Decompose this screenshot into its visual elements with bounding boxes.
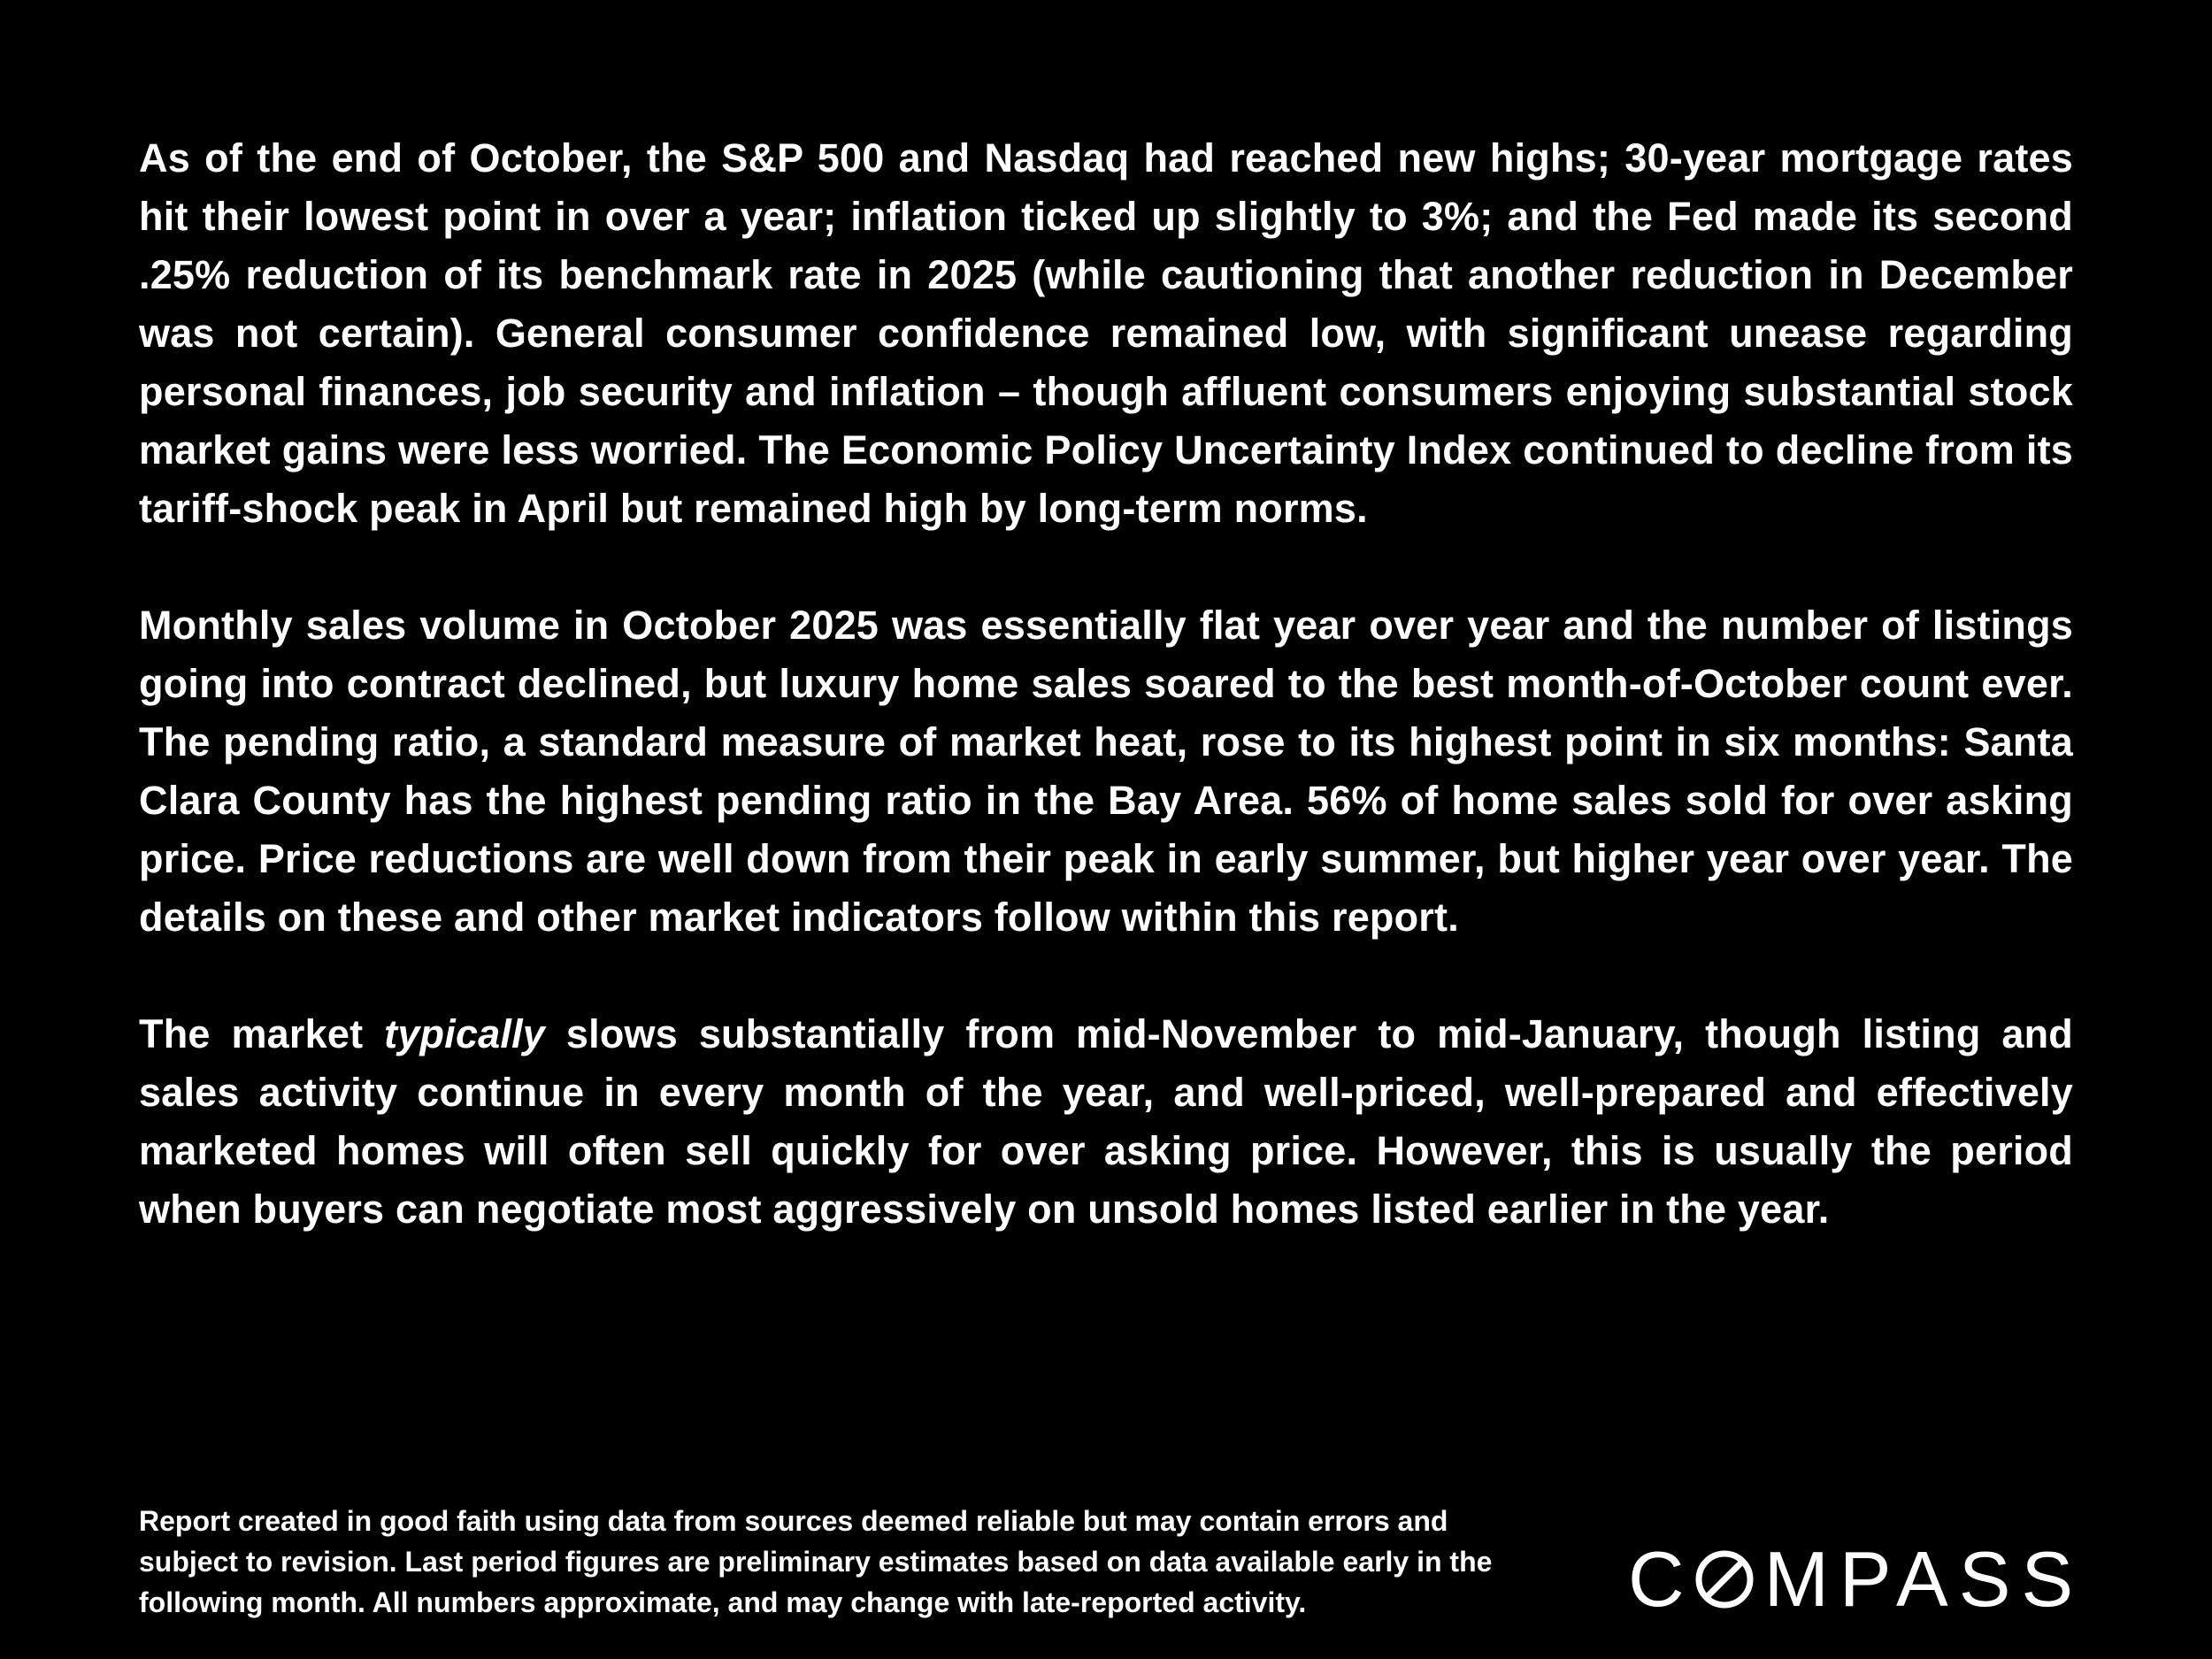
- disclaimer-text: Report created in good faith using data from sources deemed reliable but may contain errors and subject to revision. Last period figures are preliminary estimates based on data available early in the following month. All numbers approximate, and may change with late-reported activity.: [139, 1505, 1493, 1618]
- paragraph-economy: As of the end of October, the S&P 500 and Nasdaq had reached new highs; 30-year mortgage rates hit their lowest point in over a year; inflation ticked up slightly to 3%; and the Fed made its second .25% reduction of its benchmark rate in 2025 (while cautioning that another reduction in December was not certain). General consumer confidence remained low, with significant unease regarding personal finances, job security and inflation – though affluent consumers enjoying substantial stock market gains were less worried. The Economic Policy Uncertainty Index continued to decline from its tariff-shock peak in April but remained high by long-term norms.: [139, 135, 2073, 531]
- paragraph-seasonality-start: The market: [139, 1011, 385, 1056]
- paragraph-seasonality: [139, 1005, 2073, 1239]
- logo-letter-c: C: [1628, 1535, 1695, 1623]
- paragraph-seasonality-rest: slows substantially from mid-November to mid-January, though listing and sales activity continue in every month of the year, and well-priced, well-prepared and effectively marketed homes will often sell quickly for over asking price. However, this is usually the period when buyers can negotiate most aggressively on unsold homes listed earlier in the year.: [139, 1011, 2073, 1232]
- compass-logo: [1628, 1535, 2097, 1623]
- footer: [139, 1501, 1519, 1623]
- logo-letters-rest: MPASS: [1763, 1535, 2085, 1623]
- logo-slashed-o-icon: [1695, 1550, 1754, 1609]
- emphasis-typically: typically: [384, 1011, 546, 1056]
- paragraph-sales: Monthly sales volume in October 2025 was essentially flat year over year and the number of listings going into contract declined, but luxury home sales soared to the best month-of-October count ever. The pending ratio, a standard measure of market heat, rose to its highest point in six months: Santa Clara County has the highest pending ratio in the Bay Area. 56% of home sales sold for over asking price. Price reductions are well down from their peak in early summer, but higher year over year. The details on these and other market indicators follow within this report.: [139, 603, 2073, 940]
- report-body: [139, 129, 2073, 1297]
